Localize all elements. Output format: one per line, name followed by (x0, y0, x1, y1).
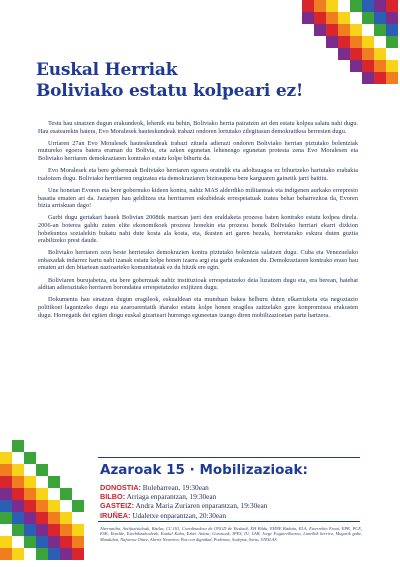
wiphala-square (36, 476, 48, 488)
wiphala-square (24, 500, 36, 512)
event-city: GASTEIZ: (100, 501, 135, 511)
wiphala-square (48, 548, 60, 560)
wiphala-square (12, 464, 24, 476)
wiphala-square (36, 548, 48, 560)
wiphala-square (326, 36, 338, 48)
event-list (100, 483, 360, 520)
title-line-1: Euskal Herriak (36, 60, 178, 80)
wiphala-square (60, 500, 72, 512)
poster-title (36, 60, 336, 102)
wiphala-square (12, 452, 24, 464)
wiphala-square (374, 60, 386, 72)
wiphala-square (24, 464, 36, 476)
statement-body (38, 120, 358, 324)
divider-top (98, 457, 360, 458)
paragraph: Boliviako herriaren zein beste herrietako demokrazien kontra piztutako bolentzia salatzen dugu. Cuba eta Venezuelako enbaxadak indarrez hartu nahi izanak estatu kolpe honen izaera argi eta garbi erakusten du. Demokraziaren kontrako eraso hau ematen ari den bitartean nazioarteko komunitateak ez du hitzik ere egin. (38, 249, 358, 272)
signatory-organizations: Alternatiba, Antifaxistaloak, Bizilur, CC.OO, Coordinadora de ONGD de Euskadi, EH Bildu, EHNE Bizkaia, ELA, Etxerrekin Ernai, EPK, PCE, ESK, Etxalde, Etxebiltzakouleak, Euskal Kuba, Ezker Anitza, Gurasoak, IPES, IU, LAB, Jorge Fagus-elkartea, Lanelkik herrira, Mugarik gabe, Mundubat, Nafarroa Oinez, Abertx Neurrien, Paz con dignidad, Podemos, Sodepaz, Sortu, STEILAS (100, 526, 362, 542)
wiphala-square (0, 488, 12, 500)
mobilization-title: Azaroak 15 · Mobilizazioak: (100, 462, 308, 478)
wiphala-square (386, 72, 398, 84)
wiphala-square (48, 512, 60, 524)
paragraph: Testu hau sinatzen dugun erakundeok, lehenik eta behin, Boliviako herria pairatzen ari den estatu kolpea salatu nahi dugu. Hau esatearekin batera, Evo Moralesek hauteskundeak irabazi ondoren lortutako zilegitasun demokratikoa berresten dugu. (38, 120, 358, 135)
wiphala-square (0, 536, 12, 548)
wiphala-square (72, 524, 84, 536)
event-item (100, 501, 360, 510)
wiphala-square (326, 0, 338, 12)
wiphala-square (350, 12, 362, 24)
wiphala-square (350, 36, 362, 48)
wiphala-square (374, 72, 386, 84)
wiphala-square (12, 536, 24, 548)
event-city: IRUÑEA: (100, 510, 131, 520)
wiphala-square (12, 548, 24, 560)
wiphala-square (24, 524, 36, 536)
wiphala-square (0, 512, 12, 524)
wiphala-square (314, 12, 326, 24)
wiphala-square (362, 12, 374, 24)
paragraph: Une honetan Evoren eta bere gobernuko kideen kontra, nahiz MAS alderdiko militanteak eta indigenen aurkako errepresio basatia ematen ari da. Jazarpen hau gelditzea eta herritarren eskubideak errespetatuak izatea behar beharrezkoa da, Evoren bizia arriskuan dago! (38, 186, 358, 210)
wiphala-square (36, 512, 48, 524)
wiphala-square (12, 488, 24, 500)
wiphala-square (48, 500, 60, 512)
wiphala-square (374, 48, 386, 60)
wiphala-square (350, 24, 362, 36)
wiphala-square (60, 536, 72, 548)
wiphala-square (36, 488, 48, 500)
paragraph: Urriaren 27an Evo Moralesek hauteskundeak irabazi zituela adierazi ondoren Boliviako herrian piztutako bolentziak mutureko egoera batera eraman du Bolivia, eta azken egunetan lehenengo egunetan protesta zena Evo Moralesen eta Boliviako herriaren demokraziaren kontrako estatu kolpe bihurtu da. (38, 139, 358, 162)
wiphala-square (362, 0, 374, 12)
paragraph: Dokumentu hau sinatzen dugun eragileok, eskualdean eta munduan bakea helburu duten elkarrizketa eta negoziazio politikoei laguntzeko dugu eta azaroarentatik iñarako estatu kolpe honen eragilea zaitzelako gure konpromisoa erakusten dugu. Horregatik dei egiten diogu euskal gizarteari hurrengo eguneetan izango diren mobilizazioetan parte hartzera. (38, 296, 358, 319)
wiphala-square (48, 488, 60, 500)
event-detail: Udaletxe enparantzan, 20:30ean (132, 510, 227, 520)
wiphala-square (0, 500, 12, 512)
wiphala-square (362, 24, 374, 36)
wiphala-square (0, 476, 12, 488)
wiphala-square (302, 12, 314, 24)
wiphala-square (362, 36, 374, 48)
event-city: DONOSTIA: (100, 483, 141, 492)
wiphala-square (374, 12, 386, 24)
wiphala-square (338, 48, 350, 60)
divider-bottom (98, 521, 360, 522)
wiphala-square (48, 476, 60, 488)
event-item (100, 492, 360, 501)
wiphala-square (60, 488, 72, 500)
event-city: BILBO: (100, 492, 126, 502)
wiphala-square (386, 24, 398, 36)
wiphala-square (338, 24, 350, 36)
wiphala-square (0, 452, 12, 464)
event-detail: Bulebarrean, 19:30ean (142, 483, 209, 492)
wiphala-square (338, 36, 350, 48)
event-detail: Andra Maria Zuriaren enparantzan, 19:30ean (135, 501, 268, 511)
wiphala-flag-bottom-left (0, 440, 86, 567)
wiphala-square (314, 24, 326, 36)
wiphala-square (12, 476, 24, 488)
paragraph: Boliviaren burujabetza, eta bere gobernuak nahiz instituzioak errespetatzeko deia luzatzen dugu eta, era berean, haiebat alditan adierazitako herriaren borondatea errespetatzeko exijitzen dugu. (38, 276, 358, 292)
event-detail: Arriaga enparantzan, 19:30ean (126, 492, 217, 502)
wiphala-square (24, 548, 36, 560)
wiphala-square (12, 524, 24, 536)
wiphala-square (374, 0, 386, 12)
wiphala-square (386, 60, 398, 72)
wiphala-square (72, 548, 84, 560)
wiphala-square (0, 464, 12, 476)
wiphala-square (302, 0, 314, 12)
wiphala-square (374, 24, 386, 36)
wiphala-square (72, 536, 84, 548)
wiphala-square (60, 548, 72, 560)
wiphala-square (60, 524, 72, 536)
wiphala-square (338, 0, 350, 12)
wiphala-square (48, 536, 60, 548)
wiphala-square (338, 12, 350, 24)
event-item (100, 511, 360, 520)
wiphala-square (386, 36, 398, 48)
title-line-2: Boliviako estatu kolpeari ez! (36, 81, 304, 101)
wiphala-square (12, 440, 24, 452)
wiphala-square (386, 0, 398, 12)
event-item (100, 483, 360, 492)
paragraph: Garbi dugu gertakari hauek Bolivian 2008tik martxan jarri den eraldaketa prozesu baten kontrako estatu kolpea direla. 2006-an boterea galdu zuten elite ekonomikoek prozesu honekin eta prozesu honek Boliviako herriari ekarri dizkion hobekuntza sozialekin bukatu nahi dute kosta ala kosta, eta, ikusten ari garen bezala, horretarako eskura duten guztia erabiltzeko prest daude. (38, 214, 358, 245)
wiphala-square (0, 524, 12, 536)
wiphala-square (386, 12, 398, 24)
wiphala-square (60, 512, 72, 524)
wiphala-square (386, 48, 398, 60)
wiphala-square (350, 0, 362, 12)
paragraph: Evo Moralesek eta bere gobernuak Boliviako herriaren egoera oraindik eta adoltsuagoa ez bihurtzeko hartutako erabakia txalotzen dugu. Boliviako herritarren ongizatea eta demokraziaren biziraupena bere karguaren gainetik jarri baititu. (38, 167, 358, 182)
wiphala-square (72, 500, 84, 512)
wiphala-square (72, 512, 84, 524)
wiphala-square (36, 500, 48, 512)
wiphala-square (12, 512, 24, 524)
wiphala-square (362, 60, 374, 72)
wiphala-square (36, 464, 48, 476)
wiphala-square (0, 548, 12, 560)
wiphala-square (374, 36, 386, 48)
wiphala-square (350, 48, 362, 60)
wiphala-square (24, 536, 36, 548)
wiphala-square (362, 48, 374, 60)
wiphala-square (24, 476, 36, 488)
wiphala-square (362, 72, 374, 84)
wiphala-square (12, 500, 24, 512)
wiphala-square (0, 440, 12, 452)
wiphala-square (24, 512, 36, 524)
wiphala-square (24, 452, 36, 464)
wiphala-square (36, 524, 48, 536)
wiphala-square (36, 536, 48, 548)
wiphala-square (350, 60, 362, 72)
wiphala-square (326, 24, 338, 36)
wiphala-square (48, 524, 60, 536)
wiphala-square (24, 488, 36, 500)
wiphala-square (314, 0, 326, 12)
wiphala-square (326, 12, 338, 24)
